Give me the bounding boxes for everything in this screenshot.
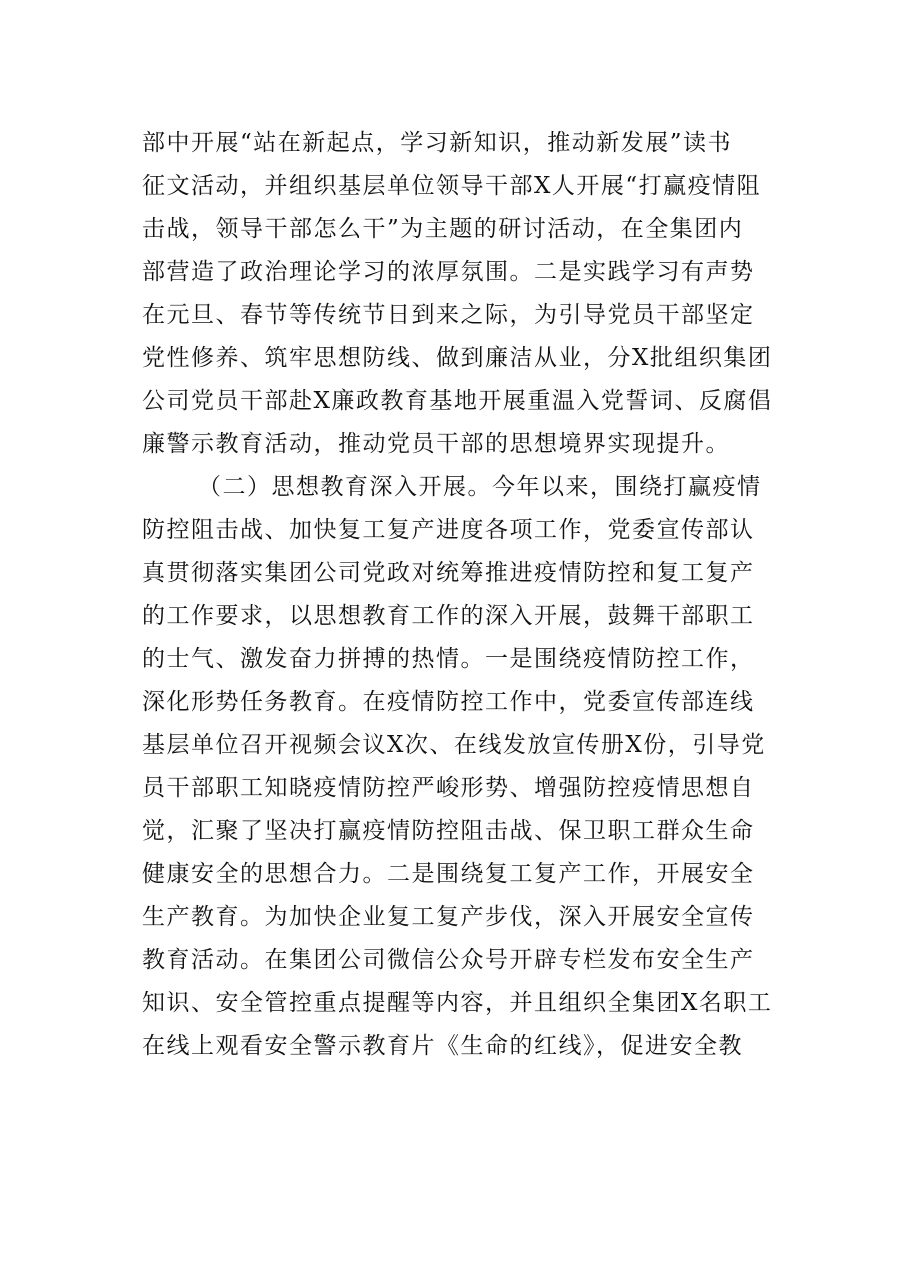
text-line: 教育活动。在集团公司微信公众号开辟专栏发布安全生产 <box>142 947 755 973</box>
text-line: 廉警示教育活动，推动党员干部的思想境界实现提升。 <box>142 431 730 457</box>
text-line: 深化形势任务教育。在疫情防控工作中，党委宣传部连线 <box>142 689 755 715</box>
text-line: 党性修养、筑牢思想防线、做到廉洁从业，分X批组织集团 <box>142 345 773 371</box>
text-line: 部营造了政治理论学习的浓厚氛围。二是实践学习有声势 <box>142 259 755 285</box>
text-line: 在线上观看安全警示教育片《生命的红线》，促进安全教 <box>142 1033 743 1059</box>
text-line: 的工作要求，以思想教育工作的深入开展，鼓舞干部职工 <box>142 603 755 629</box>
text-line: 公司党员干部赴X廉政教育基地开展重温入党誓词、反腐倡 <box>142 388 773 414</box>
text-line: 生产教育。为加快企业复工复产步伐，深入开展安全宣传 <box>142 904 755 930</box>
text-line: 基层单位召开视频会议X次、在线发放宣传册X份，引导党 <box>142 732 766 758</box>
document-body <box>142 122 782 1068</box>
text-line: 真贯彻落实集团公司党政对统筹推进疫情防控和复工复产 <box>142 560 755 586</box>
text-line: 防控阻击战、加快复工复产进度各项工作，党委宣传部认 <box>142 517 755 543</box>
text-line: 知识、安全管控重点提醒等内容，并且组织全集团X名职工 <box>142 990 773 1016</box>
text-line: 部中开展“站在新起点，学习新知识，推动新发展”读书 <box>142 130 733 156</box>
text-line: 征文活动，并组织基层单位领导干部X人开展“打赢疫情阻 <box>142 173 762 199</box>
text-line: 员干部职工知晓疫情防控严峻形势、增强防控疫情思想自 <box>142 775 755 801</box>
text-line: 觉，汇聚了坚决打赢疫情防控阻击战、保卫职工群众生命 <box>142 818 755 844</box>
text-line: 击战，领导干部怎么干”为主题的研讨活动，在全集团内 <box>142 216 744 242</box>
text-line: 健康安全的思想合力。二是围绕复工复产工作，开展安全 <box>142 861 755 887</box>
text-line: 在元旦、春节等传统节日到来之际，为引导党员干部坚定 <box>142 302 755 328</box>
section-heading-line: （二）思想教育深入开展。今年以来，围绕打赢疫情 <box>198 474 762 500</box>
text-line: 的士气、激发奋力拼搏的热情。一是围绕疫情防控工作， <box>142 646 755 672</box>
